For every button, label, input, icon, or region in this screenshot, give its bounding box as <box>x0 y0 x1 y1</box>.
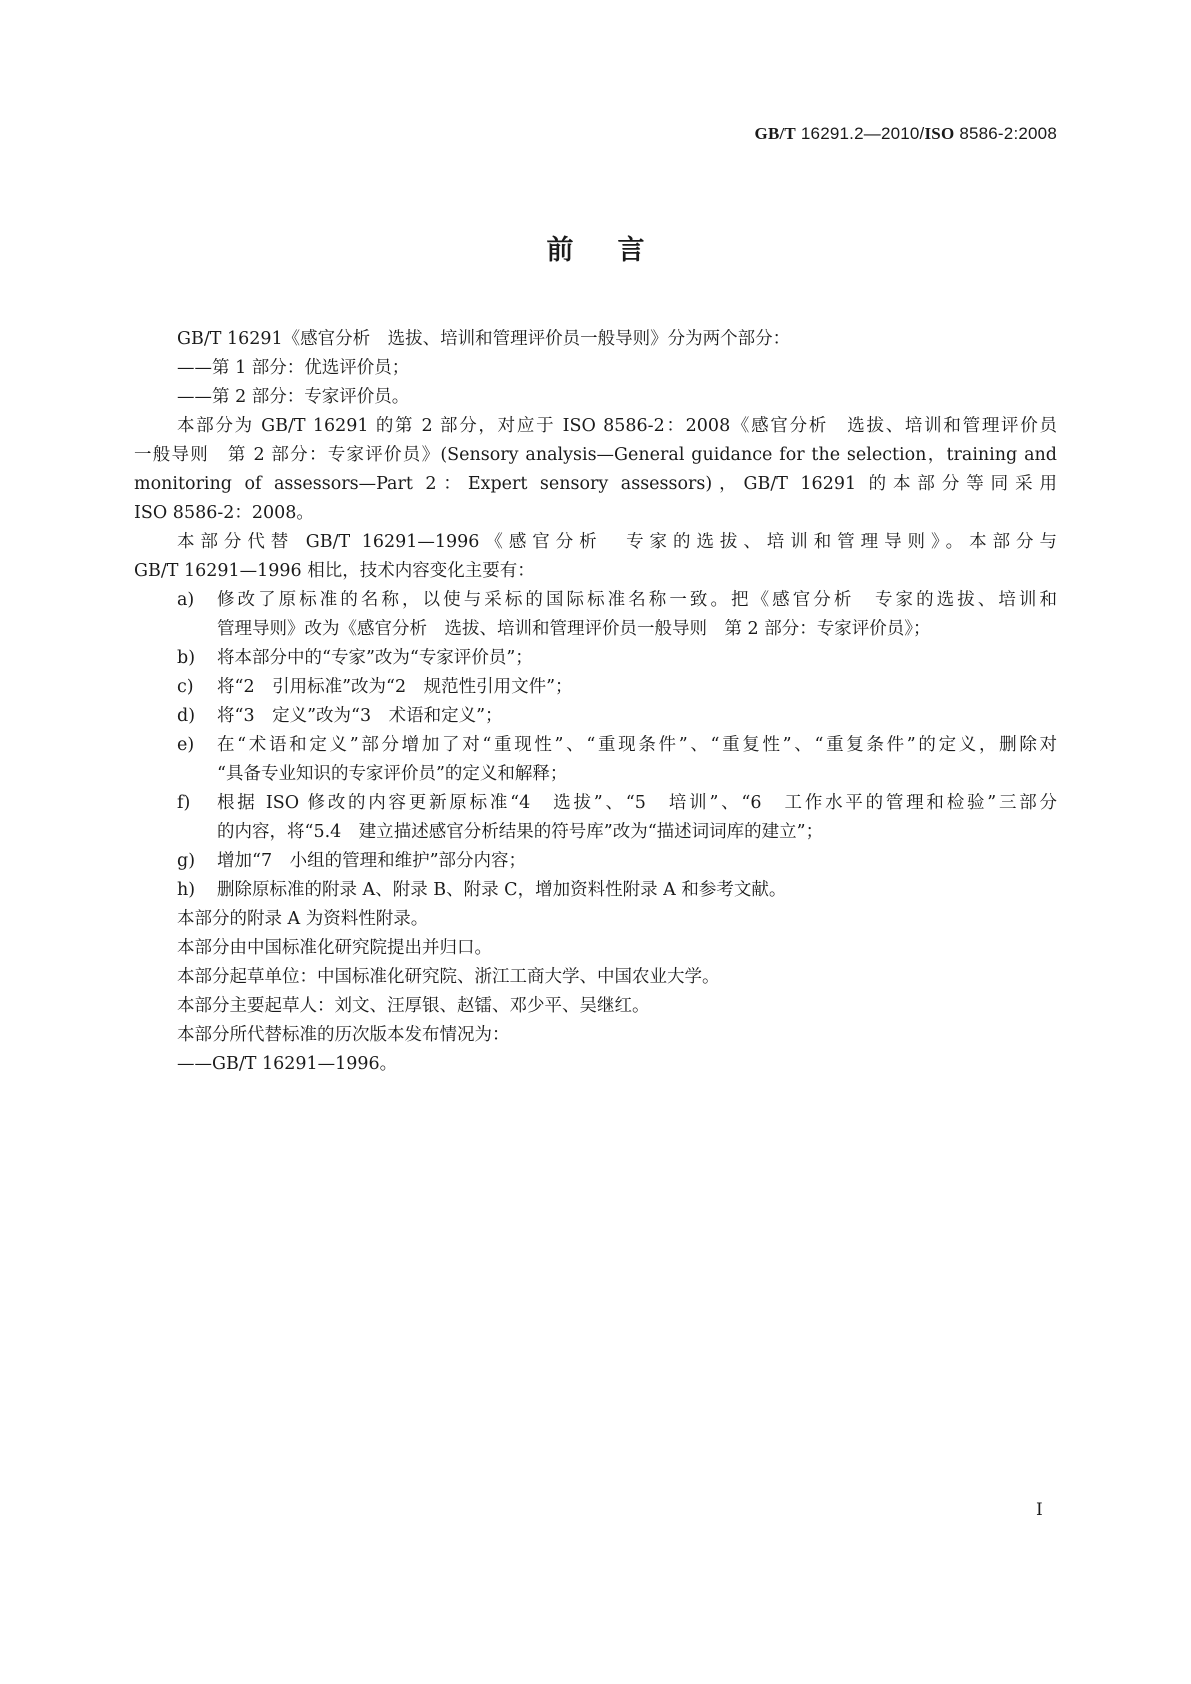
page-title: 前言 <box>546 235 689 266</box>
change-item <box>134 702 1057 731</box>
para3-line: 本部分代替 GB/T 16291—1996《感官分析 专家的选拔、培训和管理导则》。本部分与 <box>177 532 1057 552</box>
header-gb-number: 16291.2—2010/ <box>795 124 925 143</box>
change-item <box>134 586 1057 615</box>
change-item-label: d) <box>177 706 196 726</box>
para2-line: monitoring of assessors—Part 2：Expert sensory assessors)，GB/T 16291 的本部分等同采用 <box>134 474 1057 494</box>
change-item <box>134 673 1057 702</box>
intro-part2: ——第 2 部分：专家评价员。 <box>177 387 410 407</box>
para2-line: 本部分为 GB/T 16291 的第 2 部分，对应于 ISO 8586-2：2008《感官分析 选拔、培训和管理评价员 <box>177 416 1057 436</box>
change-item-text: 修改了原标准的名称，以使与采标的国际标准名称一致。把《感官分析 专家的选拔、培训和 <box>217 590 1057 610</box>
change-item-continuation: 的内容，将“5.4 建立描述感官分析结果的符号库”改为“描述词词库的建立”； <box>217 822 824 842</box>
intro-part1: ——第 1 部分：优选评价员； <box>177 358 410 378</box>
closing-drafting-units: 本部分起草单位：中国标准化研究院、浙江工商大学、中国农业大学。 <box>177 967 720 987</box>
header-iso-number: 8586-2:2008 <box>954 124 1057 143</box>
change-item <box>134 731 1057 760</box>
change-item <box>134 847 1057 876</box>
change-item-label: h) <box>177 880 196 900</box>
change-item-text: 将“3 定义”改为“3 术语和定义”； <box>217 706 503 726</box>
change-item-text: 将“2 引用标准”改为“2 规范性引用文件”； <box>217 677 573 697</box>
change-item-label: b) <box>177 648 196 668</box>
change-item-text: 删除原标准的附录 A、附录 B、附录 C，增加资料性附录 A 和参考文献。 <box>217 880 787 900</box>
header-gbt: GB/T <box>754 124 796 143</box>
para3-line: GB/T 16291—1996 相比，技术内容变化主要有： <box>134 561 535 581</box>
closing-history-item: ——GB/T 16291—1996。 <box>177 1054 398 1074</box>
para2-line: ISO 8586-2：2008。 <box>134 503 314 523</box>
closing-proposer: 本部分由中国标准化研究院提出并归口。 <box>177 938 492 958</box>
page-number: I <box>1036 1500 1043 1520</box>
closing-annex: 本部分的附录 A 为资料性附录。 <box>177 909 429 929</box>
change-item-label: g) <box>177 851 196 871</box>
change-item-text: 根据 ISO 修改的内容更新原标准“4 选拔”、“5 培训”、“6 工作水平的管理和检验”三部分 <box>217 793 1057 813</box>
closing-history-label: 本部分所代替标准的历次版本发布情况为： <box>177 1025 510 1045</box>
document-code-header <box>755 124 1057 144</box>
change-item-continuation: “具备专业知识的专家评价员”的定义和解释； <box>217 764 568 784</box>
change-item <box>134 876 1057 905</box>
change-item-continuation: 管理导则》改为《感官分析 选拔、培训和管理评价员一般导则 第 2 部分：专家评价员》； <box>217 619 931 639</box>
change-item <box>134 789 1057 818</box>
change-item-text: 将本部分中的“专家”改为“专家评价员”； <box>217 648 533 668</box>
change-item-text: 在“术语和定义”部分增加了对“重现性”、“重现条件”、“重复性”、“重复条件”的定义，删除对 <box>217 735 1057 755</box>
changes-list <box>134 586 1057 905</box>
foreword-body <box>134 325 1057 1079</box>
change-item-label: a) <box>177 590 195 610</box>
change-item-label: f) <box>177 793 191 813</box>
header-iso: ISO <box>924 124 955 143</box>
change-item <box>134 644 1057 673</box>
para2-line: 一般导则 第 2 部分：专家评价员》(Sensory analysis—General guidance for the selection，training and <box>134 445 1057 465</box>
change-item-label: e) <box>177 735 195 755</box>
intro-line: GB/T 16291《感官分析 选拔、培训和管理评价员一般导则》分为两个部分： <box>177 329 791 349</box>
closing-drafters: 本部分主要起草人：刘文、汪厚银、赵镭、邓少平、吴继红。 <box>177 996 650 1016</box>
change-item-label: c) <box>177 677 194 697</box>
change-item-text: 增加“7 小组的管理和维护”部分内容； <box>217 851 527 871</box>
